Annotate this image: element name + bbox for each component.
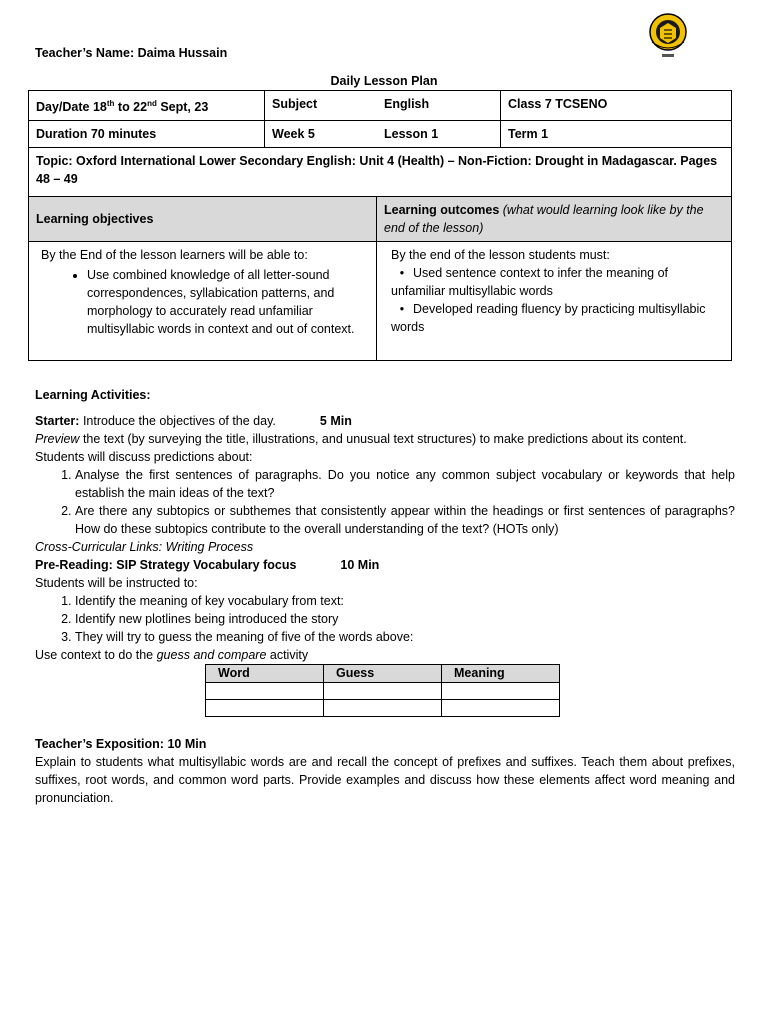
guess-compare-table	[205, 664, 560, 717]
list-item: 1. Analyse the first sentences of paragraphs. Do you notice any common subject vocabulary or keywords that help establish the main ideas of the text?	[75, 466, 735, 502]
class-cell: Class 7 TCSENO	[501, 91, 732, 121]
instructed-list	[35, 592, 735, 646]
duration-cell: Duration 70 minutes	[29, 121, 265, 148]
table-header-meaning: Meaning	[442, 665, 560, 683]
table-cell[interactable]	[206, 700, 324, 717]
learning-activities	[35, 386, 735, 807]
objectives-cell	[29, 242, 377, 361]
cross-curricular-links: Cross-Curricular Links: Writing Process	[35, 540, 254, 554]
teacher-name: Teacher’s Name: Daima Hussain	[35, 46, 228, 60]
exposition-heading: Teacher’s Exposition: 10 Min	[35, 737, 207, 751]
list-item: • Developed reading fluency by practicing multisyllabic words	[391, 300, 724, 336]
outcomes-heading: Learning outcomes (what would learning look like by the end of the lesson)	[377, 197, 732, 242]
context-line: Use context to do the guess and compare activity	[35, 648, 309, 662]
list-item: 1. Identify the meaning of key vocabulary from text:	[75, 592, 735, 610]
preview-paragraph: Preview the text (by surveying the title, illustrations, and unusual text structures) to make predictions about its content.	[35, 432, 687, 446]
objectives-list	[41, 266, 369, 338]
table-cell[interactable]	[206, 683, 324, 700]
starter-line: Starter: Introduce the objectives of the day. 5 Min	[35, 414, 352, 428]
list-item: • Used sentence context to infer the meaning of unfamiliar multisyllabic words	[391, 264, 724, 300]
week-lesson-cell: Week 5 Lesson 1	[265, 121, 501, 148]
table-cell[interactable]	[324, 683, 442, 700]
list-item: 2. Identify new plotlines being introduced the story	[75, 610, 735, 628]
instructed-intro: Students will be instructed to:	[35, 576, 198, 590]
lesson-plan-table	[28, 90, 732, 361]
table-row	[206, 683, 560, 700]
discuss-intro: Students will discuss predictions about:	[35, 450, 253, 464]
table-row	[206, 700, 560, 717]
topic-cell: Topic: Oxford International Lower Secondary English: Unit 4 (Health) – Non-Fiction: Drought in Madagascar. Pages 48 – 49	[29, 148, 732, 197]
school-crest-icon	[648, 12, 688, 60]
table-header-word: Word	[206, 665, 324, 683]
term-cell: Term 1	[501, 121, 732, 148]
list-item: • Use combined knowledge of all letter-sound correspondences, syllabication patterns, and morphology to accurately read unfamiliar multisyllabic words in context and out of context.	[87, 266, 369, 338]
list-item: 3. They will try to guess the meaning of five of the words above:	[75, 628, 735, 646]
table-header-guess: Guess	[324, 665, 442, 683]
prereading-line: Pre-Reading: SIP Strategy Vocabulary focus 10 Min	[35, 558, 380, 572]
discuss-list	[35, 466, 735, 538]
list-item: 2. Are there any subtopics or subthemes that consistently appear within the headings or first sentences of paragraphs? How do these subtopics contribute to the overall understanding of the text? (HOTs only)	[75, 502, 735, 538]
activities-heading: Learning Activities:	[35, 388, 151, 402]
table-cell[interactable]	[442, 700, 560, 717]
page-title: Daily Lesson Plan	[330, 74, 438, 88]
objectives-intro: By the End of the lesson learners will be able to:	[41, 248, 308, 263]
outcomes-list	[391, 264, 724, 336]
table-cell[interactable]	[324, 700, 442, 717]
outcomes-cell	[377, 242, 732, 361]
exposition-paragraph: Explain to students what multisyllabic words are and recall the concept of prefixes and suffixes. Teach them about prefixes, suffixes, root words, and common word parts. Provide examples and discuss how these elements affect word meaning and pronunciation.	[35, 755, 735, 805]
outcomes-intro: By the end of the lesson students must:	[391, 248, 610, 263]
objectives-heading: Learning objectives	[29, 197, 377, 242]
day-date-cell: Day/Date 18th to 22nd Sept, 23	[29, 91, 265, 121]
subject-cell: Subject English	[265, 91, 501, 121]
table-cell[interactable]	[442, 683, 560, 700]
